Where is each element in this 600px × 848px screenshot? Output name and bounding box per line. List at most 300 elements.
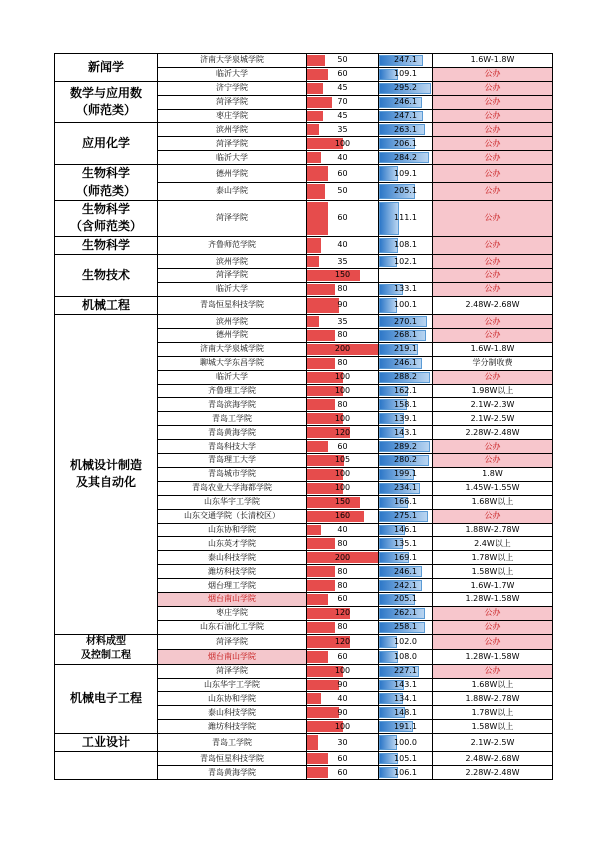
quota-cell <box>307 200 379 236</box>
school-cell: 潍坊科技学院 <box>158 720 307 734</box>
quota-cell <box>307 123 379 137</box>
fee-public-badge: 公办 <box>433 664 553 678</box>
table-row <box>55 255 553 269</box>
fee-cell: 1.6W-1.8W <box>433 342 553 356</box>
score-cell <box>379 664 433 678</box>
quota-value: 60 <box>337 69 348 79</box>
quota-cell <box>307 268 379 282</box>
quota-value: 35 <box>337 316 348 326</box>
score-value: 158.1 <box>394 399 417 409</box>
quota-value: 200 <box>334 344 351 354</box>
major-cell <box>55 54 158 82</box>
quota-cell <box>307 236 379 254</box>
school-cell: 潍坊科技学院 <box>158 565 307 579</box>
quota-value: 80 <box>337 399 348 409</box>
score-value: 166.1 <box>394 497 417 507</box>
quota-value: 45 <box>337 111 348 120</box>
major-label: 机械设计制造 <box>69 457 142 472</box>
score-value: 247.1 <box>394 55 417 65</box>
fee-public-badge: 公办 <box>433 329 553 343</box>
score-cell <box>379 151 433 165</box>
score-cell <box>379 592 433 606</box>
score-value: 262.1 <box>394 608 417 618</box>
school-cell: 青岛恒星科技学院 <box>158 296 307 314</box>
score-value: 102.0 <box>394 636 417 646</box>
school-cell: 济宁学院 <box>158 81 307 95</box>
fee-cell: 1.68W以上 <box>433 495 553 509</box>
table-row <box>55 752 553 766</box>
quota-cell <box>307 766 379 780</box>
score-value: 280.2 <box>394 455 417 465</box>
score-cell <box>379 426 433 440</box>
score-cell <box>379 606 433 620</box>
quota-cell <box>307 592 379 606</box>
quota-bar <box>307 69 328 80</box>
score-cell <box>379 370 433 384</box>
table-row <box>55 81 553 95</box>
quota-value: 100 <box>334 372 351 382</box>
quota-value: 45 <box>337 83 348 93</box>
score-cell <box>379 236 433 254</box>
fee-cell: 2.28W-2.48W <box>433 426 553 440</box>
quota-value: 120 <box>334 608 351 618</box>
score-value: 100.0 <box>394 737 417 747</box>
quota-cell <box>307 315 379 329</box>
score-cell <box>379 551 433 565</box>
school-cell: 齐鲁师范学院 <box>158 236 307 254</box>
quota-cell <box>307 678 379 692</box>
quota-value: 80 <box>337 284 348 294</box>
quota-value: 30 <box>337 737 348 747</box>
quota-value: 60 <box>337 213 348 223</box>
fee-public-badge: 公办 <box>433 67 553 81</box>
school-cell: 菏泽学院 <box>158 95 307 109</box>
fee-cell: 1.88W-2.78W <box>433 692 553 706</box>
quota-cell <box>307 706 379 720</box>
quota-value: 80 <box>337 330 348 340</box>
score-cell <box>379 537 433 551</box>
fee-cell: 学分制收费 <box>433 356 553 370</box>
score-value: 289.2 <box>394 441 417 451</box>
major-label: 生物科学 <box>81 201 130 216</box>
school-cell: 齐鲁理工学院 <box>158 384 307 398</box>
fee-cell: 1.8W <box>433 467 553 481</box>
score-cell <box>379 620 433 634</box>
school-cell: 聊城大学东昌学院 <box>158 356 307 370</box>
major-label: 生物科学 <box>81 237 130 252</box>
score-cell <box>379 706 433 720</box>
quota-value: 40 <box>337 152 348 162</box>
quota-bar <box>307 284 335 295</box>
admission-table <box>54 53 553 780</box>
quota-bar <box>307 566 335 577</box>
quota-value: 105 <box>334 455 351 465</box>
fee-public-badge: 公办 <box>433 137 553 151</box>
quota-bar <box>307 270 360 281</box>
score-value: 295.2 <box>394 83 417 93</box>
score-cell <box>379 137 433 151</box>
fee-public-badge: 公办 <box>433 454 553 468</box>
quota-cell <box>307 752 379 766</box>
quota-cell <box>307 692 379 706</box>
table-row <box>55 54 553 68</box>
quota-cell <box>307 183 379 201</box>
score-cell <box>379 123 433 137</box>
quota-value: 80 <box>337 538 348 548</box>
score-value: 199.1 <box>394 469 417 479</box>
quota-bar <box>307 735 318 750</box>
score-cell <box>379 296 433 314</box>
school-cell: 菏泽学院 <box>158 664 307 678</box>
quota-bar <box>307 316 319 327</box>
score-cell <box>379 356 433 370</box>
score-value: 242.1 <box>394 580 417 590</box>
fee-cell: 1.28W-1.58W <box>433 649 553 664</box>
quota-cell <box>307 467 379 481</box>
fee-public-badge: 公办 <box>433 255 553 269</box>
quota-value: 70 <box>337 97 348 107</box>
fee-cell: 1.88W-2.78W <box>433 523 553 537</box>
school-cell: 青岛农业大学海都学院 <box>158 481 307 495</box>
score-value: 139.1 <box>394 413 417 423</box>
fee-public-badge: 公办 <box>433 440 553 454</box>
quota-value: 80 <box>337 622 348 632</box>
score-value: 108.0 <box>394 651 417 661</box>
major-label: （师范类） <box>75 183 136 198</box>
quota-cell <box>307 579 379 593</box>
major-cell <box>55 165 158 201</box>
quota-bar <box>307 83 323 94</box>
quota-bar <box>307 525 321 536</box>
score-cell <box>379 282 433 296</box>
quota-cell <box>307 734 379 752</box>
fee-public-badge: 公办 <box>433 200 553 236</box>
quota-cell <box>307 440 379 454</box>
quota-cell <box>307 426 379 440</box>
score-cell <box>379 384 433 398</box>
score-value: 258.1 <box>394 622 417 632</box>
score-value: 219.1 <box>394 344 417 354</box>
quota-cell <box>307 282 379 296</box>
quota-cell <box>307 412 379 426</box>
quota-cell <box>307 664 379 678</box>
school-cell: 山东协和学院 <box>158 523 307 537</box>
admission-table-body <box>55 54 553 780</box>
score-value: 106.1 <box>394 767 417 777</box>
fee-public-badge: 公办 <box>433 123 553 137</box>
quota-cell <box>307 481 379 495</box>
score-cell <box>379 692 433 706</box>
quota-bar <box>307 707 339 718</box>
score-value: 133.1 <box>394 284 417 294</box>
quota-value: 40 <box>337 693 348 703</box>
fee-cell: 1.58W以上 <box>433 720 553 734</box>
major-label: 机械电子工程 <box>69 691 142 706</box>
quota-value: 35 <box>337 256 348 266</box>
school-cell: 青岛工学院 <box>158 734 307 752</box>
quota-bar <box>307 538 335 549</box>
school-cell: 菏泽学院 <box>158 634 307 649</box>
quota-cell <box>307 606 379 620</box>
fee-public-badge: 公办 <box>433 165 553 183</box>
major-cell <box>55 734 158 752</box>
quota-value: 100 <box>334 721 351 731</box>
table-row <box>55 634 553 649</box>
score-value: 148.1 <box>394 707 417 717</box>
fee-public-badge: 公办 <box>433 315 553 329</box>
fee-public-badge: 公办 <box>433 282 553 296</box>
quota-value: 100 <box>334 469 351 479</box>
table-row <box>55 664 553 678</box>
score-value: 169.1 <box>394 552 417 562</box>
score-cell <box>379 509 433 523</box>
fee-cell: 2.28W-2.48W <box>433 766 553 780</box>
major-cell <box>55 752 158 780</box>
quota-cell <box>307 551 379 565</box>
school-cell: 枣庄学院 <box>158 606 307 620</box>
quota-bar <box>307 767 328 778</box>
score-cell <box>379 579 433 593</box>
fee-public-badge: 公办 <box>433 81 553 95</box>
major-cell <box>55 315 158 634</box>
school-cell: 临沂大学 <box>158 370 307 384</box>
score-cell <box>379 649 433 664</box>
score-cell <box>379 454 433 468</box>
school-cell: 菏泽学院 <box>158 200 307 236</box>
score-value: 263.1 <box>394 124 417 134</box>
score-value: 270.1 <box>394 316 417 326</box>
quota-bar <box>307 580 335 591</box>
school-cell: 山东英才学院 <box>158 537 307 551</box>
fee-public-badge: 公办 <box>433 268 553 282</box>
school-cell: 青岛滨海学院 <box>158 398 307 412</box>
fee-cell: 1.98W以上 <box>433 384 553 398</box>
quota-bar <box>307 358 335 369</box>
quota-value: 120 <box>334 636 351 646</box>
quota-cell <box>307 356 379 370</box>
score-value: 135.1 <box>394 538 417 548</box>
quota-bar <box>307 622 335 633</box>
quota-bar <box>307 55 325 66</box>
quota-bar <box>307 497 360 508</box>
quota-cell <box>307 649 379 664</box>
score-value: 143.1 <box>394 427 417 437</box>
quota-value: 40 <box>337 524 348 534</box>
quota-bar <box>307 399 335 410</box>
quota-value: 50 <box>337 186 348 196</box>
score-cell <box>379 81 433 95</box>
score-value: 268.1 <box>394 330 417 340</box>
fee-public-badge: 公办 <box>433 109 553 123</box>
table-row <box>55 236 553 254</box>
fee-public-badge: 公办 <box>433 620 553 634</box>
quota-bar <box>307 441 328 452</box>
quota-value: 60 <box>337 753 348 763</box>
quota-value: 60 <box>337 168 348 178</box>
school-cell: 山东华宇工学院 <box>158 678 307 692</box>
score-value: 143.1 <box>394 679 417 689</box>
school-cell: 山东交通学院（长清校区） <box>158 509 307 523</box>
quota-bar <box>307 152 321 163</box>
quota-cell <box>307 620 379 634</box>
fee-cell: 2.1W-2.5W <box>433 734 553 752</box>
quota-value: 80 <box>337 358 348 368</box>
score-value: 191.1 <box>394 721 417 731</box>
score-value: 246.1 <box>394 358 417 368</box>
score-cell <box>379 678 433 692</box>
quota-bar <box>307 651 328 663</box>
quota-cell <box>307 565 379 579</box>
school-cell: 泰山科技学院 <box>158 551 307 565</box>
score-value: 247.1 <box>394 111 417 120</box>
admission-table-sheet <box>54 53 552 780</box>
score-cell <box>379 495 433 509</box>
school-cell: 山东华宇工学院 <box>158 495 307 509</box>
quota-value: 40 <box>337 240 348 250</box>
quota-value: 80 <box>337 566 348 576</box>
quota-value: 60 <box>337 767 348 777</box>
school-cell: 山东协和学院 <box>158 692 307 706</box>
quota-value: 60 <box>337 651 348 661</box>
score-value: 105.1 <box>394 753 417 763</box>
score-cell <box>379 183 433 201</box>
major-cell <box>55 664 158 733</box>
score-cell <box>379 752 433 766</box>
fee-public-badge: 公办 <box>433 606 553 620</box>
major-cell <box>55 81 158 123</box>
quota-cell <box>307 165 379 183</box>
quota-value: 90 <box>337 707 348 717</box>
school-cell: 烟台南山学院 <box>158 649 307 664</box>
quota-value: 100 <box>334 666 351 676</box>
table-row <box>55 734 553 752</box>
fee-public-badge: 公办 <box>433 634 553 649</box>
quota-value: 100 <box>334 138 351 148</box>
fee-cell: 1.28W-1.58W <box>433 592 553 606</box>
score-value: 246.1 <box>394 566 417 576</box>
score-value: 109.1 <box>394 69 417 79</box>
school-cell: 济南大学泉城学院 <box>158 54 307 68</box>
table-row <box>55 315 553 329</box>
quota-cell <box>307 137 379 151</box>
score-cell <box>379 398 433 412</box>
score-cell <box>379 109 433 123</box>
score-cell <box>379 200 433 236</box>
school-cell: 泰山科技学院 <box>158 706 307 720</box>
fee-public-badge: 公办 <box>433 151 553 165</box>
quota-cell <box>307 454 379 468</box>
quota-value: 160 <box>334 511 351 521</box>
quota-cell <box>307 495 379 509</box>
school-cell: 青岛黄海学院 <box>158 766 307 780</box>
table-row <box>55 200 553 236</box>
major-label: （含师范类） <box>69 219 142 234</box>
fee-cell: 1.45W-1.55W <box>433 481 553 495</box>
quota-cell <box>307 370 379 384</box>
school-cell: 滨州学院 <box>158 255 307 269</box>
score-cell <box>379 315 433 329</box>
quota-value: 90 <box>337 679 348 689</box>
school-cell: 临沂大学 <box>158 282 307 296</box>
quota-cell <box>307 95 379 109</box>
quota-cell <box>307 634 379 649</box>
score-value: 146.1 <box>394 524 417 534</box>
quota-cell <box>307 384 379 398</box>
major-cell <box>55 236 158 254</box>
table-row <box>55 123 553 137</box>
quota-cell <box>307 67 379 81</box>
fee-public-badge: 公办 <box>433 236 553 254</box>
major-cell <box>55 255 158 297</box>
score-cell <box>379 54 433 68</box>
school-cell: 青岛工学院 <box>158 412 307 426</box>
quota-bar <box>307 594 328 605</box>
quota-value: 150 <box>334 497 351 507</box>
quota-cell <box>307 151 379 165</box>
score-value: 100.1 <box>394 300 417 310</box>
quota-value: 35 <box>337 124 348 134</box>
school-cell: 烟台理工学院 <box>158 579 307 593</box>
quota-cell <box>307 720 379 734</box>
score-cell <box>379 342 433 356</box>
fee-public-badge: 公办 <box>433 370 553 384</box>
quota-bar <box>307 256 319 267</box>
fee-public-badge: 公办 <box>433 509 553 523</box>
score-value: 246.1 <box>394 97 417 107</box>
score-value: 108.1 <box>394 240 417 250</box>
score-value: 134.1 <box>394 693 417 703</box>
score-cell <box>379 467 433 481</box>
score-cell <box>379 440 433 454</box>
fee-cell: 1.6W-1.7W <box>433 579 553 593</box>
major-cell <box>55 123 158 165</box>
quota-value: 200 <box>334 552 351 562</box>
school-cell: 青岛城市学院 <box>158 467 307 481</box>
school-cell: 青岛恒星科技学院 <box>158 752 307 766</box>
quota-cell <box>307 296 379 314</box>
score-value: 288.2 <box>394 372 417 382</box>
quota-value: 60 <box>337 594 348 604</box>
school-cell: 青岛科技大学 <box>158 440 307 454</box>
quota-bar <box>307 753 328 764</box>
score-value: 227.1 <box>394 666 417 676</box>
score-cell <box>379 255 433 269</box>
score-cell <box>379 720 433 734</box>
quota-cell <box>307 329 379 343</box>
school-cell: 滨州学院 <box>158 315 307 329</box>
quota-value: 100 <box>334 483 351 493</box>
quota-cell <box>307 342 379 356</box>
quota-value: 120 <box>334 427 351 437</box>
fee-cell: 2.4W以上 <box>433 537 553 551</box>
quota-cell <box>307 523 379 537</box>
major-label: 新闻学 <box>87 59 124 74</box>
fee-cell: 2.1W-2.5W <box>433 412 553 426</box>
school-cell: 临沂大学 <box>158 151 307 165</box>
score-value: 102.1 <box>394 256 417 266</box>
score-cell <box>379 565 433 579</box>
quota-cell <box>307 509 379 523</box>
fee-cell: 2.48W-2.68W <box>433 752 553 766</box>
score-cell <box>379 329 433 343</box>
major-label: 机械工程 <box>81 297 130 312</box>
school-cell: 临沂大学 <box>158 67 307 81</box>
major-label: 工业设计 <box>81 735 130 750</box>
school-cell: 枣庄学院 <box>158 109 307 123</box>
school-cell: 山东石油化工学院 <box>158 620 307 634</box>
score-value: 109.1 <box>394 168 417 178</box>
score-cell <box>379 481 433 495</box>
